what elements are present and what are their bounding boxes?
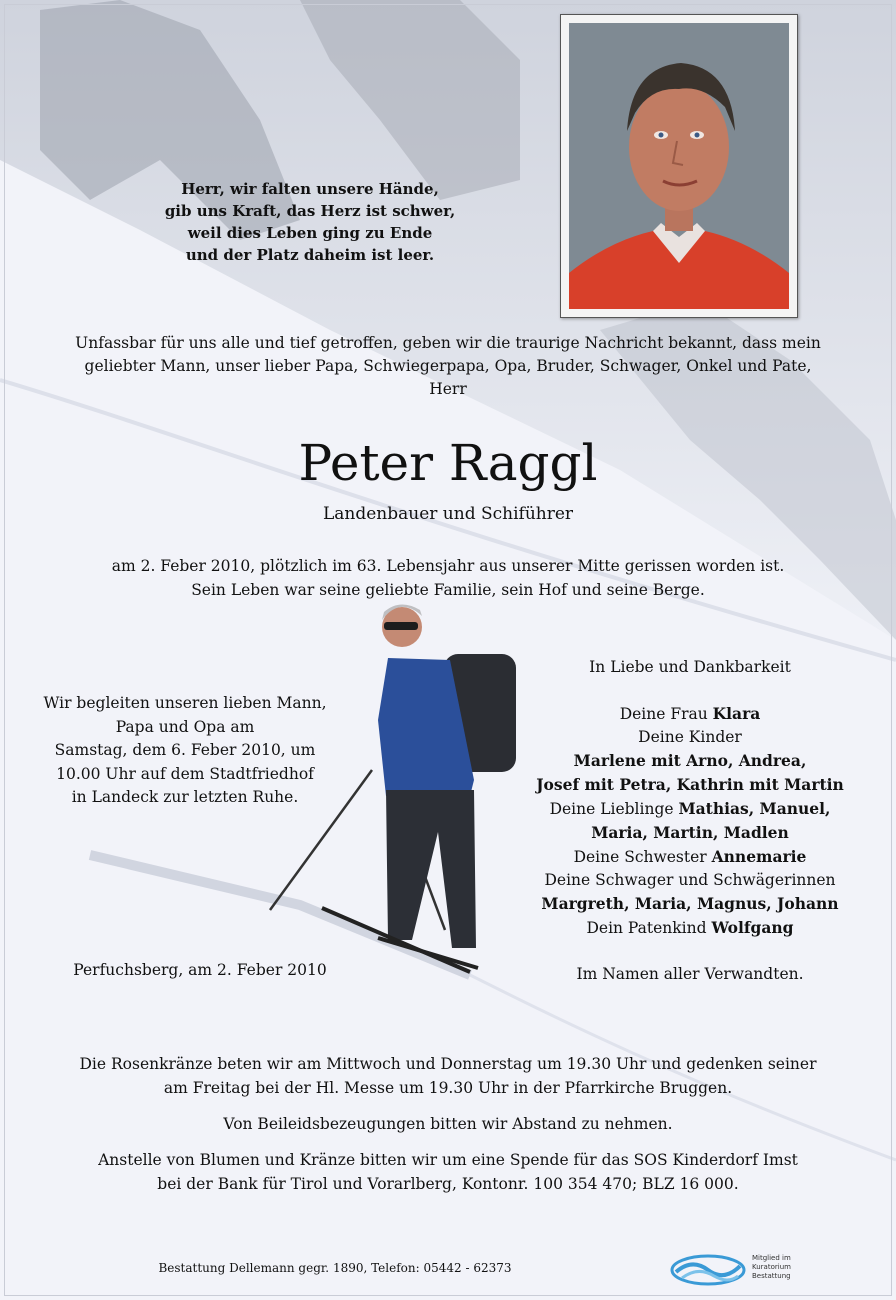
rosary-line: Die Rosenkränze beten wir am Mittwoch und Donnerstag um 19.30 Uhr und gedenken seiner [79, 1055, 817, 1073]
children-label: Deine Kinder [638, 728, 742, 746]
funeral-line: 10.00 Uhr auf dem Stadtfriedhof [56, 764, 314, 783]
family-mourners [520, 656, 860, 986]
place-and-date: Perfuchsberg, am 2. Feber 2010 [73, 961, 327, 979]
condolence-note: Von Beileidsbezeugungen bitten wir Abstand zu nehmen. [223, 1115, 673, 1133]
family-godchild [520, 916, 860, 940]
prayer-line: Herr, wir falten unsere Hände, [181, 180, 439, 198]
grandchildren-label: Deine Lieblinge [549, 800, 679, 818]
funeral-info [30, 692, 340, 810]
godchild-label: Dein Patenkind [586, 919, 712, 937]
prayer-line: weil dies Leben ging zu Ende [187, 224, 433, 242]
deceased-occupation: Landenbauer und Schiführer [322, 504, 574, 524]
wife-label: Deine Frau [619, 705, 713, 723]
funeral-line: Samstag, dem 6. Feber 2010, um [54, 741, 316, 759]
funeral-line: in Landeck zur letzten Ruhe. [71, 788, 299, 806]
children-names: Josef mit Petra, Kathrin mit Martin [536, 775, 844, 794]
family-closing: Im Namen aller Verwandten. [576, 965, 804, 983]
prayer-verse [120, 178, 500, 266]
grandchildren-names: Maria, Martin, Madlen [591, 823, 789, 842]
godchild-name: Wolfgang [711, 918, 794, 937]
logo-caption [752, 1254, 822, 1281]
intro-line: Unfassbar für uns alle und tief getroffen, geben wir die traurige Nachricht bekannt, dass mein [75, 334, 821, 352]
family-sister [520, 845, 860, 869]
children-names: Marlene mit Arno, Andrea, [573, 751, 807, 770]
wife-name: Klara [712, 704, 761, 723]
logo-line: Mitglied im [752, 1254, 791, 1262]
family-heading: In Liebe und Dankbarkeit [589, 658, 791, 676]
deceased-name: Peter Raggl [298, 434, 598, 492]
death-notice [40, 554, 856, 602]
wave-logo-icon [668, 1250, 748, 1290]
logo-line: Kuratorium Bestattung [752, 1263, 791, 1280]
prayer-line: gib uns Kraft, das Herz ist schwer, [164, 202, 456, 220]
donation-line: Anstelle von Blumen und Kränze bitten wir um eine Spende für das SOS Kinderdorf Imst [98, 1151, 798, 1169]
intro-line: Herr [429, 380, 467, 398]
inlaws-names: Margreth, Maria, Magnus, Johann [541, 894, 839, 913]
donation-line: bei der Bank für Tirol und Vorarlberg, Kontonr. 100 354 470; BLZ 16 000. [157, 1175, 739, 1193]
service-and-donation-info [40, 1052, 856, 1196]
announcement-intro [40, 332, 856, 401]
funeral-line: Wir begleiten unseren lieben Mann, [43, 694, 327, 712]
sister-label: Deine Schwester [573, 848, 712, 866]
death-line: am 2. Feber 2010, plötzlich im 63. Lebensjahr aus unserer Mitte gerissen worden ist. [111, 557, 785, 575]
grandchildren-names: Mathias, Manuel, [678, 799, 831, 818]
family-grandchildren [520, 797, 860, 821]
portrait-photo [560, 14, 798, 318]
death-line: Sein Leben war seine geliebte Familie, sein Hof und seine Berge. [191, 581, 705, 599]
intro-line: geliebter Mann, unser lieber Papa, Schwiegerpapa, Opa, Bruder, Schwager, Onkel und Pate, [84, 357, 812, 375]
sister-name: Annemarie [711, 847, 807, 866]
inlaws-label: Deine Schwager und Schwägerinnen [544, 871, 836, 889]
rosary-line: am Freitag bei der Hl. Messe um 19.30 Uhr in der Pfarrkirche Bruggen. [163, 1079, 733, 1097]
family-wife [520, 702, 860, 726]
funeral-home-footer: Bestattung Dellemann gegr. 1890, Telefon: 05442 - 62373 [158, 1261, 512, 1275]
funeral-line: Papa und Opa am [115, 717, 255, 736]
kuratorium-logo [668, 1250, 818, 1290]
prayer-line: und der Platz daheim ist leer. [185, 246, 435, 264]
